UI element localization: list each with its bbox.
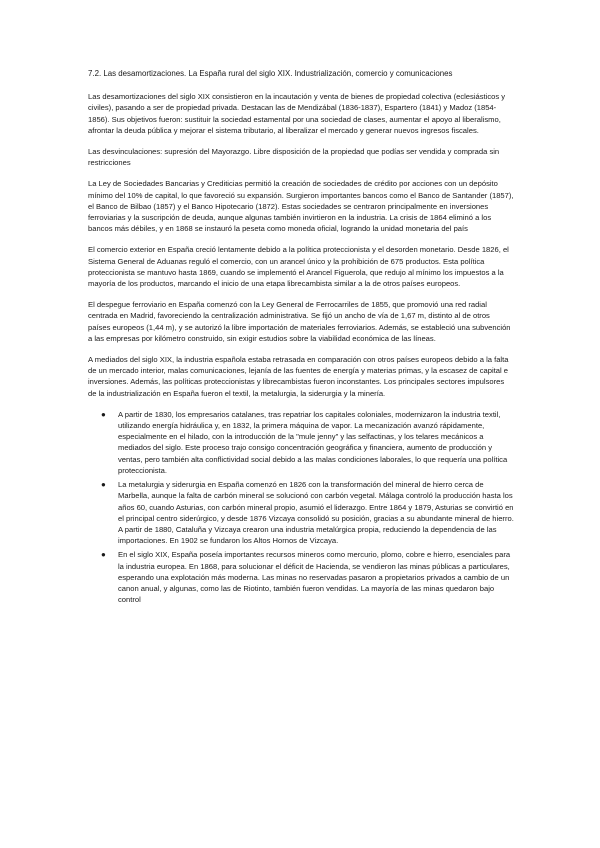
list-item-text: A partir de 1830, los empresarios catalanes, tras repatriar los capitales coloniales, modernizaron la industria textil, utilizando energía hidráulica y, en 1832, la primera máquina de vapor. La mecanización avanzó rápidamente, especialmente en el hilado, con la introducción de la "mule jenny" y las selfactinas, y los telares mecánicos a mediados del siglo. Este proceso trajo consigo concentración geográfica y financiera, aumento de producción y ventas, pero también alta conflictividad social debido a las malas condiciones laborales, lo que requería una política proteccionista. [118, 409, 508, 475]
list-item [101, 549, 514, 605]
bullet-icon: ● [101, 550, 106, 560]
paragraph-banca: La Ley de Sociedades Bancarias y Crediticias permitió la creación de sociedades de crédito por acciones con un depósito mínimo del 10% de capital, lo que favoreció su expansión. Surgieron importantes bancos como el Banco de Santander (1857), el Banco de Bilbao (1857) y el Banco Hipotecario (1872). Estas sociedades se centraron principalmente en inversiones ferroviarias y la suscripción de deuda, aunque algunas también invirtieron en la industria. La crisis de 1864 eliminó a los bancos más débiles, y en 1868 se instauró la peseta como moneda oficial, logrando la unidad monetaria del país [88, 179, 514, 234]
paragraph-desvinculaciones: Las desvinculaciones: supresión del Mayorazgo. Libre disposición de la propiedad que podías ser vendida y comprada sin restricciones [88, 147, 500, 168]
paragraph-ferrocarril: El despegue ferroviario en España comenzó con la Ley General de Ferrocarriles de 1855, que promovió una red radial centrada en Madrid, favoreciendo la centralización administrativa. Se fijó un ancho de vía de 1,67 m, distinto al de otros países europeos (1,44 m), y se autorizó la libre importación de materiales ferroviarios. Además, se estableció una subvención a las empresas por kilómetro construido, sin exigir estudios sobre la viabilidad económica de las líneas. [88, 300, 511, 343]
bullet-icon: ● [101, 480, 106, 490]
bullet-icon: ● [101, 409, 106, 419]
list-item-text: La metalurgia y siderurgia en España comenzó en 1826 con la transformación del mineral de hierro cerca de Marbella, aunque la falta de carbón mineral se solucionó con carbón vegetal. Málaga controló la producción hasta los años 60, cuando Asturias, con carbón mineral propio, asumió el liderazgo. Entre 1864 y 1879, Asturias se convirtió en el principal centro siderúrgico, y desde 1876 Vizcaya consolidó su posición, gracias a su abundante mineral de hierro. A partir de 1880, Cataluña y Vizcaya crearon una industria metalúrgica propia, reduciendo la dependencia de las importaciones. En 1902 se fundaron los Altos Hornos de Vizcaya. [118, 480, 514, 546]
paragraph-desamortizaciones: Las desamortizaciones del siglo XIX consistieron en la incautación y venta de bienes de propiedad colectiva (eclesiásticos y civiles), pasando a ser de propiedad privada. Destacan las de Mendizábal (1836-1837), Espartero (1841) y Madoz (1854-1856). Sus objetivos fueron: sustituir la sociedad estamental por una sociedad de clases, aumentar el apoyo al liberalismo, afrontar la deuda pública y mejorar el sistema tributario, al liberalizar el mercado y generar nuevos ingresos fiscales. [88, 92, 506, 135]
list-item [101, 409, 514, 476]
paragraph-industria: A mediados del siglo XIX, la industria española estaba retrasada en comparación con otros países europeos debido a la falta de un mercado interior, malas comunicaciones, lejanía de las fuentes de energía y materias primas, y la escasez de capital e inversiones. Además, las políticas proteccionistas y librecambistas fueron inconstantes. Los principales sectores impulsores de la industrialización en España fueron el textil, la metalurgia, la siderurgia y la minería. [88, 355, 509, 398]
industry-bullet-list [88, 409, 514, 605]
list-item [101, 479, 514, 546]
list-item-text: En el siglo XIX, España poseía importantes recursos mineros como mercurio, plomo, cobre e hierro, esenciales para la industria europea. En 1868, para solucionar el déficit de Hacienda, se vendieron las minas públicas a particulares, esperando una explotación más moderna. Las minas no reservadas pasaron a propietarios privados a cambio de un canon anual, y algunas, como las de Riotinto, también fueron vendidas. La mayoría de las minas quedaron bajo control [118, 550, 511, 605]
paragraph-comercio: El comercio exterior en España creció lentamente debido a la política proteccionista y el desorden monetario. Desde 1826, el Sistema General de Aduanas reguló el comercio, con un arancel único y la prohibición de 675 productos. Esta política proteccionista se mantuvo hasta 1869, cuando se implementó el Arancel Figuerola, que redujo al mínimo los impuestos a la mayoría de los productos, marcando el inicio de una etapa librecambista similar a la de otros países europeos. [88, 245, 509, 289]
page-title: 7.2. Las desamortizaciones. La España rural del siglo XIX. Industrialización, comercio y comunicaciones [88, 69, 453, 78]
